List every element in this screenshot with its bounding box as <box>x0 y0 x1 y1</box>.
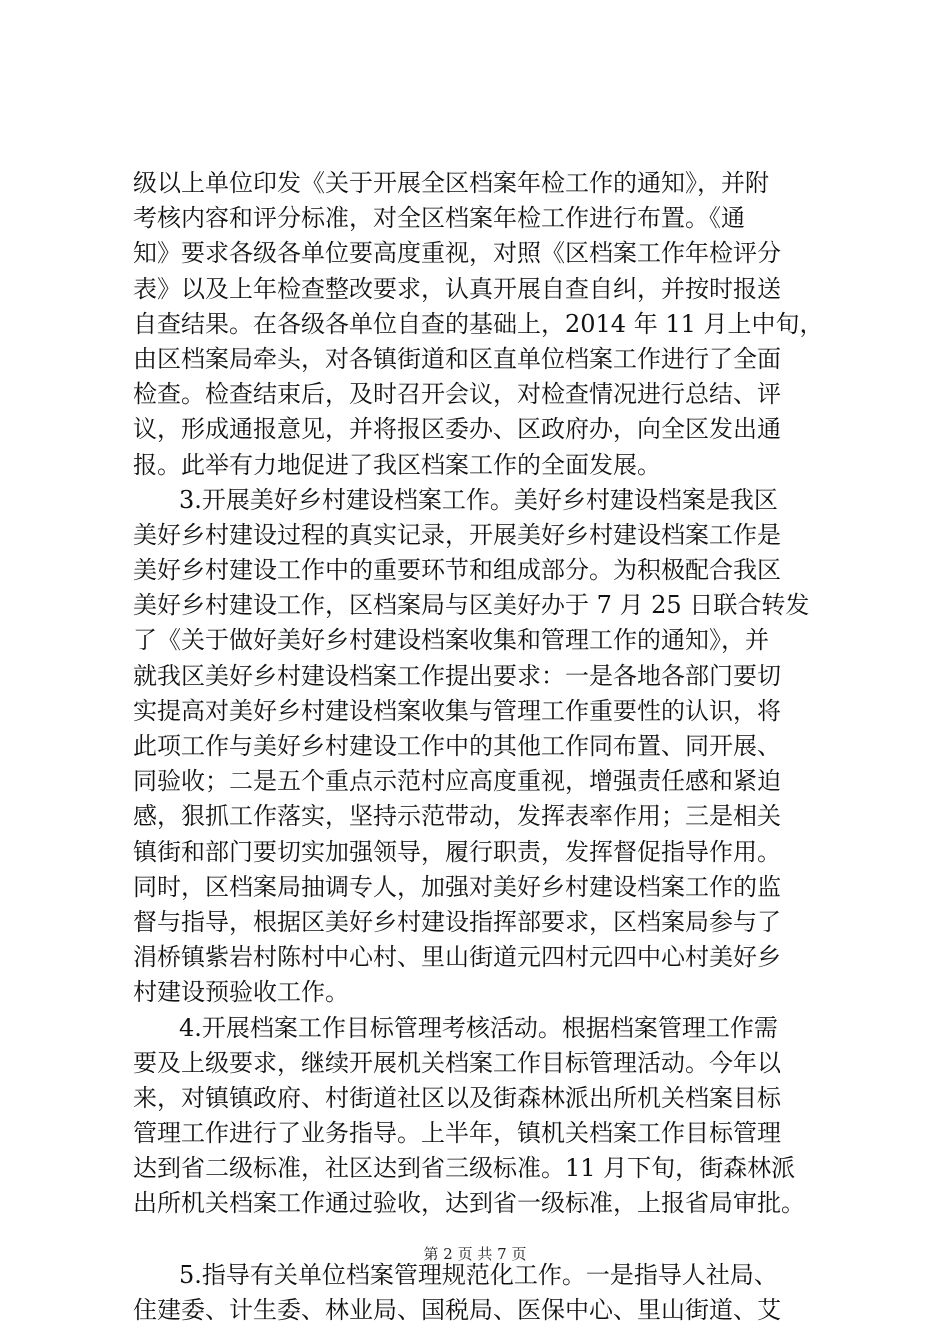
text-line: 美好乡村建设工作中的重要环节和组成部分。为积极配合我区 <box>133 556 781 585</box>
paragraph-3-start: 3.开展美好乡村建设档案工作。美好乡村建设档案是我区 <box>179 485 778 514</box>
text-line: 涓桥镇紫岩村陈村中心村、里山街道元四村元四中心村美好乡 <box>133 943 781 972</box>
text-line: 要及上级要求，继续开展机关档案工作目标管理活动。今年以 <box>133 1048 781 1077</box>
document-body <box>133 166 833 1328</box>
paragraph-4-start: 4.开展档案工作目标管理考核活动。根据档案管理工作需 <box>179 1013 778 1042</box>
text-line: 考核内容和评分标准，对全区档案年检工作进行布置。《通 <box>133 204 745 233</box>
text-line: 此项工作与美好乡村建设工作中的其他工作同布置、同开展、 <box>133 732 781 760</box>
text-line: 美好乡村建设过程的真实记录，开展美好乡村建设档案工作是 <box>133 520 781 549</box>
text-line: 就我区美好乡村建设档案工作提出要求：一是各地各部门要切 <box>133 661 781 690</box>
text-line: 了《关于做好美好乡村建设档案收集和管理工作的通知》，并 <box>133 626 769 655</box>
text-line: 住建委、计生委、林业局、国税局、医保中心、里山街道、艾 <box>133 1295 781 1324</box>
text-line: 美好乡村建设工作，区档案局与区美好办于 7 月 25 日联合转发 <box>133 591 810 620</box>
text-line: 同验收；二是五个重点示范村应高度重视，增强责任感和紧迫 <box>133 767 781 796</box>
text-line: 级以上单位印发《关于开展全区档案年检工作的通知》，并附 <box>133 169 769 197</box>
text-line: 村建设预验收工作。 <box>133 978 349 1007</box>
text-line: 达到省二级标准，社区达到省三级标准。11 月下旬，街森林派 <box>133 1154 796 1183</box>
text-line: 管理工作进行了业务指导。上半年，镇机关档案工作目标管理 <box>133 1119 781 1148</box>
text-line: 同时，区档案局抽调专人，加强对美好乡村建设档案工作的监 <box>133 872 781 901</box>
text-line: 实提高对美好乡村建设档案收集与管理工作重要性的认识，将 <box>133 696 781 725</box>
text-line: 督与指导，根据区美好乡村建设指挥部要求，区档案局参与了 <box>133 907 781 936</box>
text-line: 来，对镇镇政府、村街道社区以及街森林派出所机关档案目标 <box>133 1083 781 1112</box>
text-line: 出所机关档案工作通过验收，达到省一级标准，上报省局审批。 <box>133 1189 805 1218</box>
text-line: 知》要求各级各单位要高度重视，对照《区档案工作年检评分 <box>133 239 781 268</box>
text-line: 检查。检查结束后，及时召开会议，对检查情况进行总结、评 <box>133 380 781 409</box>
text-line: 自查结果。在各级各单位自查的基础上，2014 年 11 月上中旬， <box>133 309 824 338</box>
text-line: 议，形成通报意见，并将报区委办、区政府办，向全区发出通 <box>133 415 781 444</box>
text-line: 表》以及上年检查整改要求，认真开展自查自纠，并按时报送 <box>133 274 781 303</box>
page-footer: 第 2 页 共 7 页 <box>423 1245 527 1263</box>
text-line: 由区档案局牵头，对各镇街道和区直单位档案工作进行了全面 <box>133 344 781 373</box>
paragraph-5-start: 5.指导有关单位档案管理规范化工作。一是指导人社局、 <box>179 1260 778 1289</box>
text-line: 镇街和部门要切实加强领导，履行职责，发挥督促指导作用。 <box>133 837 781 866</box>
text-line: 报。此举有力地促进了我区档案工作的全面发展。 <box>133 450 661 479</box>
text-line: 感，狠抓工作落实，坚持示范带动，发挥表率作用；三是相关 <box>133 802 781 831</box>
